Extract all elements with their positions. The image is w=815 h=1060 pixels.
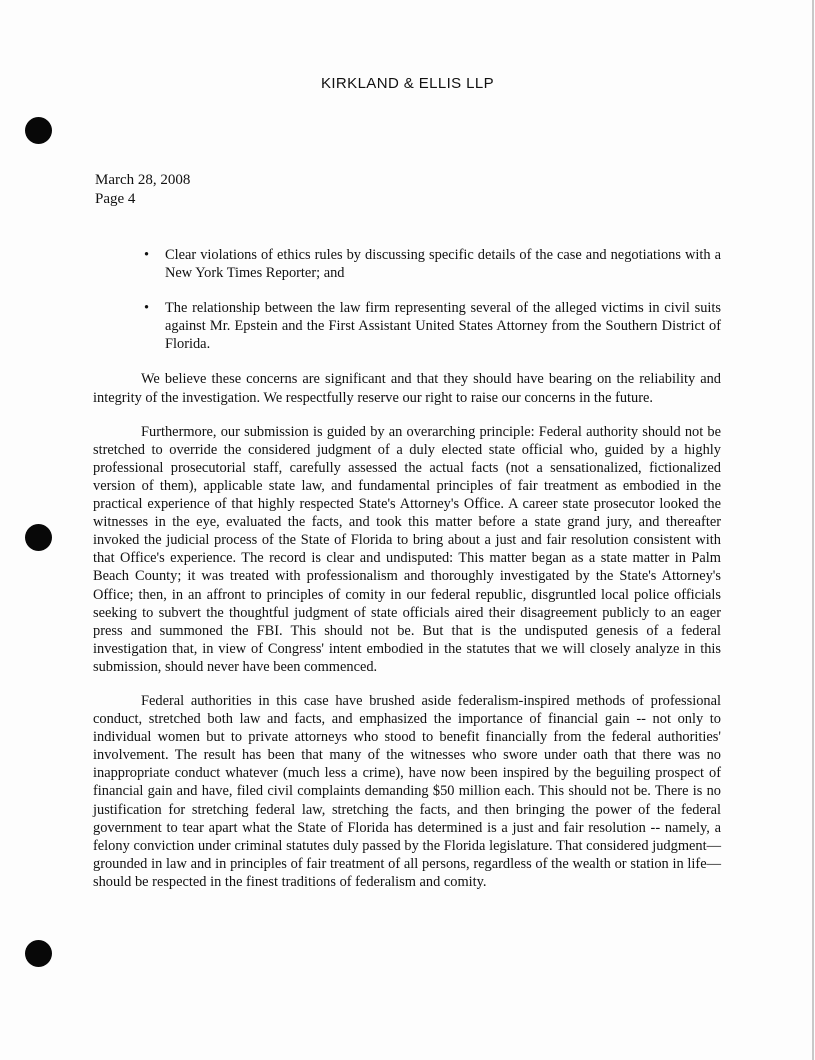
bullet-text: The relationship between the law firm representing several of the alleged victims in civil suits against Mr. Epstein and the First Assistant United States Attorney from the Southern District of Florida. xyxy=(165,300,721,353)
letter-meta xyxy=(95,171,190,209)
letter-body xyxy=(93,246,721,907)
punch-hole-middle xyxy=(25,524,52,551)
page-number: Page 4 xyxy=(95,191,136,207)
letterhead-firm-name: KIRKLAND & ELLIS LLP xyxy=(320,75,495,92)
body-paragraph: Federal authorities in this case have brushed aside federalism-inspired methods of professional conduct, stretched both law and facts, and emphasized the importance of financial gain -- not only to individual women but to private attorneys who stood to benefit financially from the federal authorities' involvement. The result has been that many of the witnesses who swore under oath that there was no inappropriate conduct whatever (much less a crime), have now been inspired by the beguiling prospect of financial gain and have, filed civil complaints demanding $50 million each. This should not be. There is no justification for stretching federal law, stretching the facts, and then bringing the power of the federal government to tear apart what the State of Florida has determined is a just and fair resolution -- namely, a felony conviction under criminal statutes duly passed by the Florida legislature. That considered judgment—grounded in law and in principles of fair treatment of all persons, regardless of the wealth or station in life—should be respected in the finest traditions of federalism and comity. xyxy=(93,692,721,890)
bullet-marker: • xyxy=(144,300,150,317)
punch-hole-top xyxy=(25,117,52,144)
letter-date: March 28, 2008 xyxy=(95,172,191,188)
bullet-item xyxy=(144,246,721,282)
bullet-marker: • xyxy=(144,247,150,263)
bullet-item xyxy=(144,299,721,353)
bullet-text: Clear violations of ethics rules by discussing specific details of the case and negotiations with a New York Times Reporter; and xyxy=(165,247,721,282)
body-paragraph: We believe these concerns are significant and that they should have bearing on the reliability and integrity of the investigation. We respectfully reserve our right to raise our concerns in the future. xyxy=(93,371,721,406)
punch-hole-bottom xyxy=(25,940,52,967)
scan-edge-line xyxy=(812,0,814,1060)
body-paragraph: Furthermore, our submission is guided by an overarching principle: Federal authority should not be stretched to override the considered judgment of a duly elected state official who, guided by a highly professional prosecutorial staff, carefully assessed the actual facts (not a sensationalized, fictionalized version of them), applicable state law, and fundamental principles of fair treatment as embodied in the practical experience of that highly respected State's Attorney's Office. A career state prosecutor looked the witnesses in the eye, evaluated the facts, and took this matter before a state grand jury, and thereafter invoked the judicial process of the State of Florida to bring about a just and fair resolution consistent with that Office's experience. The record is clear and undisputed: This matter began as a state matter in Palm Beach County; it was treated with professionalism and thoroughly investigated by the State's Attorney's Office; then, in an affront to principles of comity in our federal republic, disgruntled local police officials seeking to subvert the thoughtful judgment of state officials aired their disagreement publicly to an eager press and summoned the FBI. This should not be. But that is the undisputed genesis of a federal investigation that, in view of Congress' intent embodied in the statutes that we will closely analyze in this submission, should never have been commenced. xyxy=(93,423,721,675)
bullet-list xyxy=(93,246,721,353)
